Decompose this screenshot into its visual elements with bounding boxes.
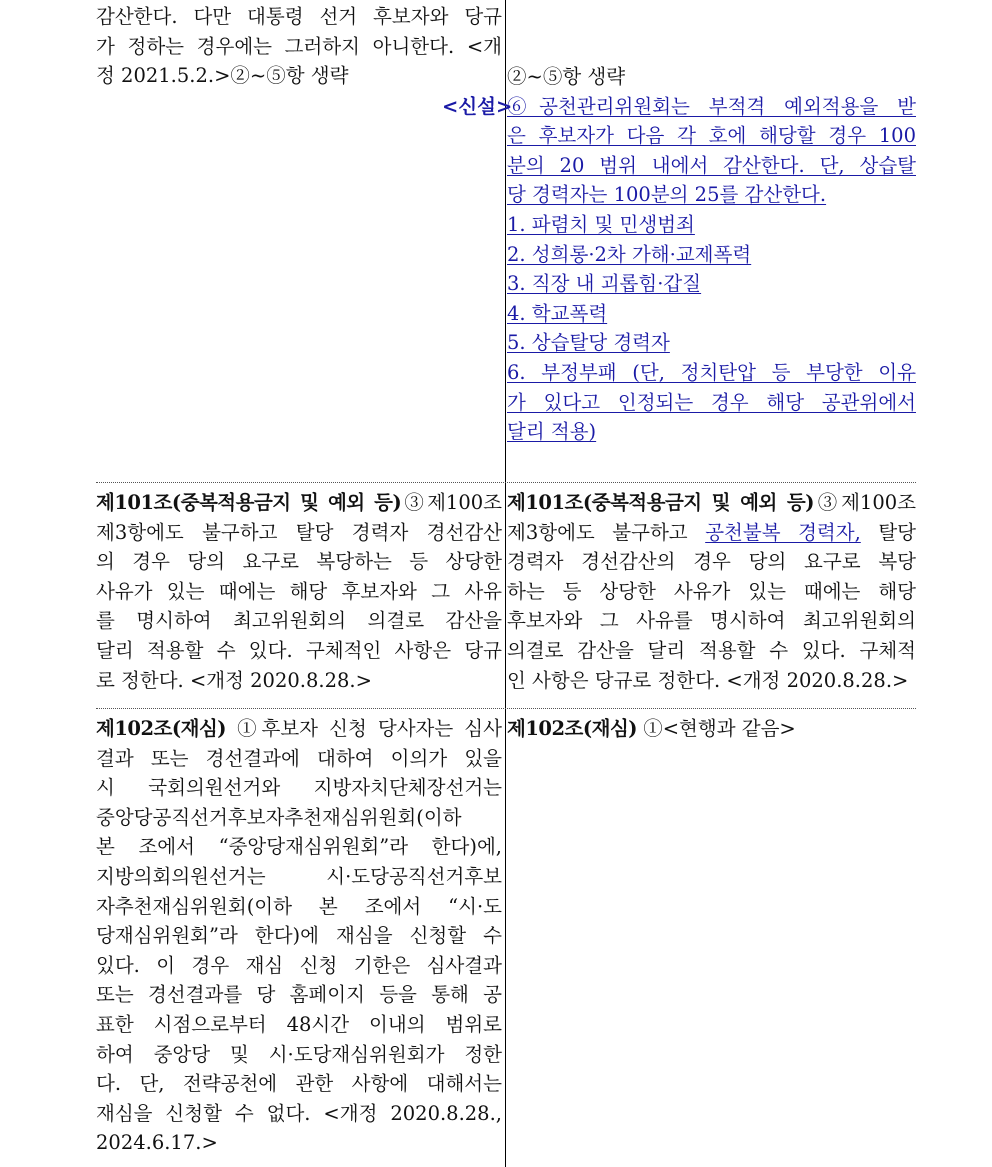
document-page <box>96 0 916 1167</box>
revised-text-cell <box>507 62 916 447</box>
column-divider <box>505 0 506 1167</box>
text-line: 재심을 신청할 수 없다. <개정 2020.8.28., <box>96 1101 502 1125</box>
list-item: 5. 상습탈당 경력자 <box>507 331 670 355</box>
text-line: 경력자 경선감산의 경우 당의 요구로 복당 <box>507 550 916 574</box>
revised-article-102 <box>507 714 916 744</box>
current-article-102 <box>96 714 502 1158</box>
article-title: 제102조(재심) <box>507 717 638 740</box>
text-line: 당재심위원회”라 한다)에 재심을 신청할 수 <box>96 924 502 948</box>
text-line: 제102조(재심) ①후보자 신청 당사자는 심사 <box>96 717 502 740</box>
text-line: 있다. 이 경우 재심 신청 기한은 심사결과 <box>96 953 502 977</box>
list-item: 6. 부정부패 (단, 정치탄압 등 부당한 이유 <box>507 360 916 384</box>
text-line: 하여 중앙당 및 시·도당재심위원회가 정한 <box>96 1042 502 1066</box>
text-line: 2024.6.17.> <box>96 1131 218 1155</box>
article-title: 제101조(중복적용금지 및 예외 등) <box>507 491 814 514</box>
row-divider <box>96 482 916 483</box>
text-line: 다. 단, 전략공천에 관한 사항에 대해서는 <box>96 1072 502 1096</box>
list-item: 4. 학교폭력 <box>507 301 608 325</box>
text-line: 중앙당공직선거후보자추천재심위원회(이하 <box>96 805 462 829</box>
new-provision-tag: <신설> <box>442 95 513 118</box>
text-line: 하는 등 상당한 사유가 있는 때에는 해당 <box>507 579 916 603</box>
new-text-line: 은 후보자가 다음 각 호에 해당할 경우 100 <box>507 124 916 148</box>
new-text-line: 분의 20 범위 내에서 감산한다. 단, 상습탈 <box>507 153 916 177</box>
text-line: 본 조에서 “중앙당재심위원회”라 한다)에, <box>96 835 502 859</box>
list-item: 3. 직장 내 괴롭힘·갑질 <box>507 272 702 296</box>
text-line: 제101조(중복적용금지 및 예외 등)③제100조 <box>507 491 916 514</box>
text-line: 의결로 감산을 달리 적용할 수 있다. 구체적 <box>507 638 916 662</box>
new-text-line: ⑥공천관리위원회는 부적격 예외적용을 받 <box>507 94 916 118</box>
list-item: 달리 적용) <box>507 420 597 444</box>
new-text-line: 당 경력자는 100분의 25를 감산한다. <box>507 183 827 207</box>
row-divider <box>96 708 916 709</box>
text-line: 자추천재심위원회(이하 본 조에서 “시·도 <box>96 894 502 918</box>
text-line: ②~⑤항 생략 <box>507 65 626 88</box>
text-line: 로 정한다. <개정 2020.8.28.> <box>96 668 372 692</box>
text-line: 결과 또는 경선결과에 대하여 이의가 있을 <box>96 746 502 770</box>
revised-article-101 <box>507 488 916 695</box>
text-line: 제3항에도 불구하고 탈당 경력자 경선감산 <box>96 520 502 544</box>
text-line: 또는 경선결과를 당 홈페이지 등을 통해 공 <box>96 983 502 1007</box>
list-item: 1. 파렴치 및 민생범죄 <box>507 212 695 236</box>
text-line: 제101조(중복적용금지 및 예외 등)③제100조 <box>96 491 502 514</box>
text-line: 사유가 있는 때에는 해당 후보자와 그 사유 <box>96 579 502 603</box>
article-title: 제101조(중복적용금지 및 예외 등) <box>96 491 402 514</box>
list-item: 2. 성희롱·2차 가해·교제폭력 <box>507 242 752 266</box>
text-line: 가 정하는 경우에는 그러하지 아니한다. <개 <box>96 34 502 58</box>
text-line: 정 2021.5.2.>②~⑤항 생략 <box>96 64 349 88</box>
text-line: 제3항에도 불구하고 공천불복 경력자, 탈당 <box>507 520 917 544</box>
text-line: 인 사항은 당규로 정한다. <개정 2020.8.28.> <box>507 668 909 692</box>
amended-phrase: 공천불복 경력자, <box>705 520 861 544</box>
text-line: 감산한다. 다만 대통령 선거 후보자와 당규 <box>96 5 502 28</box>
text-line: 후보자와 그 사유를 명시하여 최고위원회의 <box>507 609 916 633</box>
current-text-cell <box>96 2 502 91</box>
article-title: 제102조(재심) <box>96 717 227 740</box>
text-line: 표한 시점으로부터 48시간 이내의 범위로 <box>96 1012 502 1036</box>
text-line: 지방의회의원선거는 시·도당공직선거후보 <box>96 864 502 888</box>
text-line: 시 국회의원선거와 지방자치단체장선거는 <box>96 776 502 800</box>
text-line: 제102조(재심) ①<현행과 같음> <box>507 717 796 740</box>
text-line: 의 경우 당의 요구로 복당하는 등 상당한 <box>96 550 502 574</box>
current-article-101 <box>96 488 502 695</box>
text-line: 를 명시하여 최고위원회의 의결로 감산을 <box>96 609 502 633</box>
text-line: 달리 적용할 수 있다. 구체적인 사항은 당규 <box>96 638 502 662</box>
list-item: 가 있다고 인정되는 경우 해당 공관위에서 <box>507 390 916 414</box>
